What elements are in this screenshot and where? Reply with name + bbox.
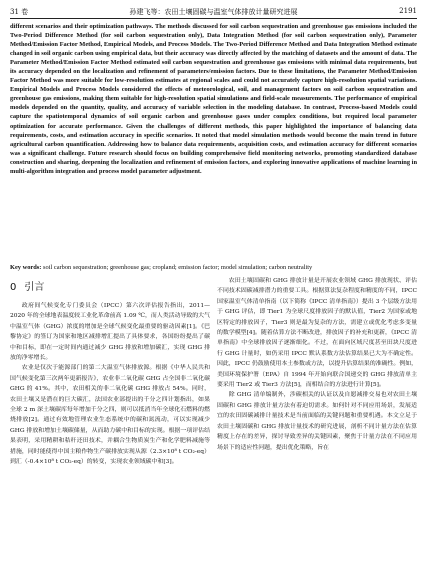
paragraph: 政府间气候变化专门委员会（IPCC）第六次评估报告指出，2011—2020 年的全球地表温度较工业化革命前高 1.09 ℃，而人类活动导致的大气中温室气体（GHG）浓度的增加是全球气候变化最重要的驱动因素[1]。《巴黎协定》的签订为国家和地区减排增汇提出了具体要求，各国纷纷提出了碳中和目标，即在一定时间内通过减少 GHG 排放和增加碳汇，实现 GHG 排放的净零增长。 <box>10 303 210 362</box>
header-page-number: 2191 <box>399 7 417 15</box>
keywords-text: soil carbon sequestration; greenhouse gas; cropland; emission factor; model simulation; carbon neutrality <box>43 264 313 271</box>
keywords <box>10 264 417 272</box>
header-title: 孙建飞等：农田土壤固碳与温室气体排放计量研究进展 <box>129 8 298 16</box>
header-rule <box>10 18 417 19</box>
section-title: 引言 <box>24 282 45 293</box>
abstract-english: different scenarios and their optimization pathways. The methods discussed for soil carbon sequestration and greenhouse gas emissions included the Two-Period Difference Method (for soil carbon sequestration only), Data Integration Method (for soil carbon sequestration only), Parameter Method/Emission Factor Method, Empirical Models, and Process Models. The Two-Period Difference Method and Data Integration Method estimate changed in soil organic carbon using empirical data, but their accuracy was directly affected by the matching of datasets and the amount of data. The Parameter Method/Emission Factor Method estimated soil carbon sequestration and greenhouse gas emissions with minimal data requirements, but its accuracy depended on the localization and refinement of parameters/emission factors. Due to these limitations, the Parameter Method/Emission Factor Method was more suitable for low-resolution estimates at regional scales and could not accurately capture high-resolution spatial variations. Empirical Models and Process Models considered the effects of meteorological, soil, and management factors on soil carbon sequestration and greenhouse gas emissions, making them suitable for high-resolution spatial simulations and field-scale measurements. The performance of empirical models depended on the quantity, quality, and accuracy of variable selection in the modeling database. In contrast, Process-based Models could capture the spatiotemporal dynamics of soil organic carbon and greenhouse gases under complex conditions, but required local parameter optimization for accurate performance. Given the challenges of different methods, this paper highlighted the importance of balancing data requirements, costs, and estimation accuracy in specific scenarios. It noted that model simulation methods would become the main trend in future agricultural carbon quantification. Addressing how to balance data requirements, acquisition costs, and estimation accuracy for different scenarios was a significant challenge. Future research should focus on building comprehensive field monitoring networks, promoting standardized database construction and sharing, deepening the localization and refinement of emission factors, and exploring innovative applications of machine learning in multi-algorithm integration and process model parameter adjustment. <box>10 23 417 175</box>
section-heading <box>10 281 210 295</box>
left-column <box>10 275 210 468</box>
paragraph: 农业是仅次于能源部门的第二大温室气体排放源。根据《中华人民共和国气候变化第三次两年更新报告》，农业非二氧化碳 GHG 占全国非二氧化碳 GHG 的 41%。其中，农田相关的非二氧化碳 GHG 排放占 54%。同时，农田土壤又是潜在的巨大碳汇，法国农业部提出的千分之四计划指出，如果全球 2 m 深土壤碳库每年增加千分之四，则可以抵消当年全球化石燃料的燃烧排放[2]。通过有效地管理农业生态系统中的碳和氮流动，可以实现减少 GHG 排放和增加土壤碳储量，从而助力碳中和目标的实现。根据一项评估结果表明，采用精耕和秸秆还田技术，并耦合生物质炭生产和化学肥料减施等措施，同时能使得中国主粮作物生产碳排放实现从源（2.3×10⁸ t CO₂-eq）到汇（-0.4×10⁸ t CO₂-eq）的转变，实现农业领域碳中和[3]。 <box>10 365 210 466</box>
header-volume: 31 卷 <box>10 8 29 16</box>
right-column <box>217 276 417 453</box>
paragraph: 农田土壤固碳和 GHG 排放计量是开展农业领域 GHG 排放现状、评估不同技术固碳减排潜力的重要工具。根据算法复杂程度和精度的不同，IPCC 国家温室气体清单指南（以下简称《IPCC 清单指南》）提出 3 个层级方法用于 GHG 评估，即 Tier1 为全球尺度排放因子的默认值，Tier2 为国家或地区特定的排放因子，Tier3 则是最为复杂的方法，需建立或优化考虑多变量的数学模型[4]。随着估算方法不断改进，排放因子的补充和更新，《IPCC 清单指南》中全球排放因子逐渐细化。不过，在面向区域尺度甚至田块尺度进行 GHG 计量时，如仍采用 IPCC 默认系数方法估算结果已大为不确定性。因此，IPCC 仍鼓励使用本土参数或方法，以提升估算结果的准确性。例如，美国环境保护署（EPA）自 1994 年开始向联合国递交的 GHG 排放清单主要采用 Tier2 或 Tier3 方法[5]，而相结合的方法进行计算[5]。 <box>217 278 417 389</box>
keywords-label: Key words: <box>10 264 42 271</box>
section-number: 0 <box>10 282 17 293</box>
paragraph: 除 GHG 清单编制外，涉碳相关的认证以及自愿减排交易也对农田土壤固碳和 GHG 排放计量方法有着迫切需求。如何针对不同应用场景，发展适宜的农田固碳减排计量技术是当前面临的关键问题和重要机遇。本文立足于农田土壤固碳和 GHG 排放计量技术的研究进展，剖析不同计量方法在估算精度上存在的差异，探讨导致差异的关键因素，聚焦于计量方法在不同应用场景下的适应性问题，提出优化策略，旨在 <box>217 392 417 451</box>
